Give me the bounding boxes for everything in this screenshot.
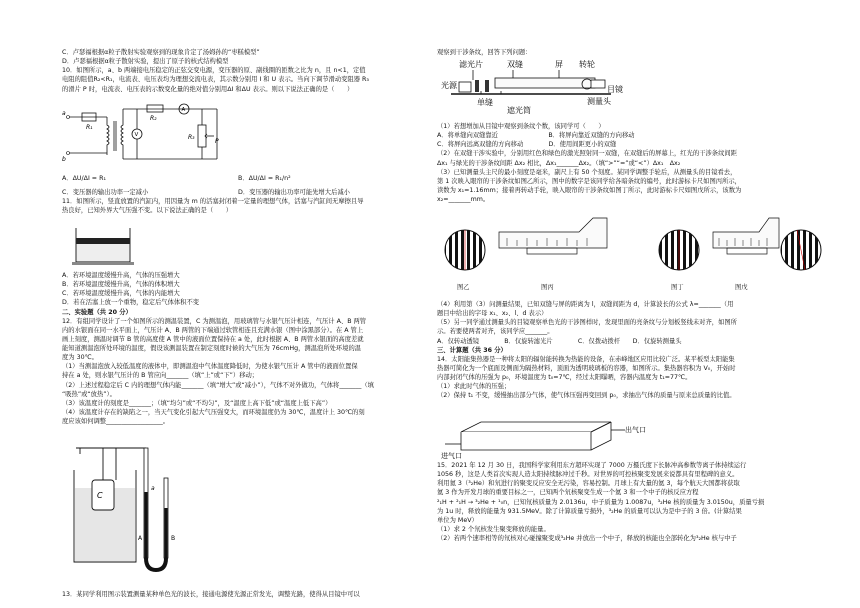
text-line: 画上刻度，测温时调节 B 管的高度使 A 管中的液面位置保持在 a 处，此时根据 A、B 两管水银面的高度差就 [62, 335, 364, 343]
text-line: 能知道测温泡所处环境的温度，假设该测温装置在制定刻度时候的大气压为 76cmHg，测温泡所处环境的温 [62, 345, 362, 352]
text-line: （2）若两个速率相等的氘核对心碰撞聚变成³₂He 并放出一个中子，释放的核能也全部转化为³₂He 核与中子 [437, 535, 737, 542]
fig-wu [713, 218, 779, 254]
text-line: 15．2021 年 12 月 30 日，我国科学家利用东方超环实现了 7000 万摄氏度下长脉冲高参数等离子体持续运行 [437, 462, 747, 469]
outlet-label: 出气口 [625, 426, 646, 434]
text-line: x₂=_______mm。 [437, 196, 490, 203]
text-line: （1）若想增加从目镜中观察到条纹个数，该同学可（ ） [437, 123, 605, 130]
q11-options [62, 271, 374, 426]
text-line: ²₁H + ²₁H → ³₂He + ¹₀n，已知氘核质量为 2.0136u，中子质量为 1.0087u，³₂He 核的质量为 3.0150u，质量亏损 [437, 498, 765, 506]
text-line: 持在 a 处，则水银气压计的 B 管应向_______（填“上”或“下”）移动； [62, 372, 259, 380]
text-line: D．卢瑟福根据α粒子散射实验，提出了原子的核式结构模型 [62, 58, 229, 66]
section-3-heading: 三、计算题（共 36 分） [437, 346, 507, 354]
q10-option-b[interactable]: B．ΔU/ΔI = R₁/n² [238, 175, 291, 182]
text-line: 内的水银面在同一水平面上，气压计 A、B 两管的下端通过软管相连且充满水银（图中涂黑部分）。在 A 管上 [62, 326, 364, 334]
gas-region [77, 244, 130, 262]
q10-option-d[interactable]: D．变压器的输出功率可能先增大后减小 [238, 189, 350, 196]
eyepiece-label: 目镜 [607, 85, 623, 94]
text-line: 热良好，已知外界大气压强不变。以下说法正确的是（ ） [62, 207, 233, 215]
bulb-c-label: C [97, 491, 103, 500]
text-line: 题目中给出的字母 x₁、x₂、l、d 表示） [437, 310, 548, 318]
q11-option-b[interactable]: B．若环境温度缓慢升高，气体的体积增大 [62, 281, 180, 289]
caption-yi: 图乙 [457, 284, 470, 291]
text-line: （1）当测温泡放入较低温度的液体中，即测温泡中气体温度降低时，为使水银气压计 A 管中的液面位置保 [62, 363, 358, 371]
q10-options [62, 170, 422, 215]
text-line: C．卢瑟福根据α粒子散射实验观察到的现象肯定了汤姆孙的“枣糕模型” [62, 49, 260, 56]
text-line: （1）求 2 个氘核发生聚变释放的能量。 [437, 525, 550, 533]
caption-bing: 图丙 [541, 284, 554, 291]
source-label: 光源 [441, 81, 457, 90]
text-line: 11．如图所示，竖直放置的汽缸内，用因量为 m 的活塞封闭着一定量的理想气体，活塞与汽缸间无摩擦且导 [62, 198, 364, 206]
text-line: “吸热”或“放热”）。 [62, 390, 116, 398]
solar-collector-figure [441, 418, 651, 462]
light-tube [495, 78, 595, 88]
inlet-label: 进气口 [441, 452, 462, 460]
fringe-and-vernier-figures [437, 192, 827, 276]
piston [77, 238, 130, 244]
screen-label: 屏 [555, 60, 563, 69]
bulb-c [92, 480, 114, 510]
r3-label: R₃ [188, 134, 195, 141]
tube-a-label: A [138, 535, 143, 542]
text-line: 第 1 次映入眼帘的干涉条纹如图乙所示，图中的数字是该同学给各暗条纹的编号，此时游标卡尺如图丙所示， [437, 177, 741, 185]
voltmeter-label: V [134, 132, 139, 138]
text-line: （1）求此时气体的压强； [437, 383, 511, 391]
section-2-heading: 二、实验题（共 20 分） [62, 308, 132, 316]
q13-more [437, 300, 737, 400]
double-slit-label: 双缝 [507, 60, 523, 69]
q11-option-a[interactable]: A．若环境温度缓慢升高，气体的压强增大 [62, 272, 180, 279]
text-line: 12．有组同学设计了一个如图所示的测温装置，C 为测温泡，用玻璃管与水银气压计相连，气压计 A、B 两管 [62, 317, 367, 325]
text-line: 度应该如何调整__________________。 [62, 418, 170, 425]
gas-cylinder-figure [72, 224, 134, 266]
text-line: 观察到干涉条纹，回答下列问题： [437, 49, 532, 56]
text-line: 电阻的阻值R₂<R₁，电流表、电压表均为理想交流电表，其示数分别用 I 和 U 表示。当向下调节滑动变阻器 R₃ [62, 76, 369, 84]
text-line: 的滑片 P 时，电流表、电压表的示数变化量的绝对值分别用ΔI 和ΔU 表示。则以下说法正确的是（ ） [62, 85, 354, 93]
q11-option-d[interactable]: D．若在活塞上放一个重物，稳定后气体体积不变 [62, 299, 200, 307]
caption-wu: 图戊 [735, 284, 748, 291]
text-line: 14．太阳能集热器是一种将太阳的辐射能转换为热能的设备，在赤峰地区应用比较广泛。某平板型太阳能集 [437, 355, 735, 363]
fig-ding [657, 228, 703, 272]
text-line: 单位为 MeV） [437, 516, 478, 524]
text-line: （4）利用第（3）问测量结果，已知双缝与屏的距离为 l，双缝间距为 d，计算波长的公式 λ=_______（用 [437, 301, 734, 308]
text-line: （3）该温度计的刻度是_______；（填“均匀”或“不均匀”，及“温度上高下低”或“温度上低下高”） [62, 399, 332, 407]
r2-label: R₂ [150, 115, 157, 122]
text-line: 10．如图所示，a、b 两端接电压稳定的正弦交变电源，变压器的原、副线圈的匝数之比为 n，且 n<1，定值 [62, 67, 366, 75]
q10-option-a[interactable]: A．ΔU/ΔI = R₁ [62, 175, 106, 182]
fig-bing [499, 218, 607, 254]
figure-captions [437, 283, 827, 292]
text-line: （5）另一同学通过测量头的目镜观察单色光的干涉图样时，发现里面的亮条纹与分划板竖线未对齐，如图所 [437, 319, 737, 327]
filter-label: 滤光片 [459, 60, 483, 69]
text-line: 氦 3 作为开发月球的重要目标之一，已知两个氘核聚变生成一个氦 3 和一个中子的核反应方程 [437, 489, 699, 497]
text-line: （2）上述过程稳定后 C 内的理想气体内能_______（填“增大”或“减小”），气体不对外做功，气体将_______（填 [62, 381, 374, 389]
terminal-a-label: a [62, 110, 66, 117]
text-line: 为 1u 时，释放的能量为 931.5MeV。除了计算质量亏损外，³₂He 的质量可以认为是中子的 3 倍。(计算结果 [437, 507, 742, 515]
fig-5 [779, 228, 825, 272]
q13-options-ab[interactable]: A．将单缝向双缝靠近 B．将屏向靠近双缝的方向移动 [437, 132, 635, 140]
terminal-b-label: b [62, 156, 66, 163]
q10-option-c[interactable]: C．变压器的输出功率一定减小 [62, 189, 149, 196]
transformer-circuit-diagram [62, 103, 227, 163]
r1-label: R₁ [86, 124, 93, 131]
text-line: 内部封闭气体的压强为 p₀，环境温度为 t₀=7℃，经过太阳曝晒，容器内温度为 t₁=77℃。 [437, 374, 692, 381]
text-line: （2）保持 t₁ 不变，缓慢抽出部分气体，使气体压强再变回到 p₀，求抽出气体的质量与原来总质量的比值。 [437, 392, 736, 400]
text-line: 读数为 x₁=1.16mm；接着再转动手轮，映入眼帘的干涉条纹如图丁所示，此时游标卡尺如图戊所示，该数为 [437, 186, 742, 194]
text-line: 1056 秒，这是人类首次实现人造太阳持续脉冲过千秒。对世界的可控核聚变发展来说都具有里程碑的意义。 [437, 471, 739, 479]
text-line: 示。若要使两者对齐，该同学应_______。 [437, 328, 554, 336]
q13-options-cd[interactable]: C．将屏向远离双缝的方向移动 D．使用间距更小的双缝 [437, 141, 617, 149]
wheel-label: 转轮 [579, 60, 595, 69]
text-line: Δx₁ 与绿光的干涉条纹间距 Δx₂ 相比，Δx₁_______Δx₂。（填“>”“=”或“<”）Δx₁ Δx₂ [437, 159, 681, 167]
caption-ding: 图丁 [671, 284, 684, 291]
text-line: （3）已知测量头主尺的最小刻度是毫米，副尺上有 50 个刻度。某同学调整手轮后，从测量头的目镜看去， [437, 168, 737, 176]
gas-thermometer-figure [72, 440, 182, 575]
text-line: 度为 30℃。 [62, 354, 98, 362]
q13-5-options[interactable]: A．仅转动透镜 B．仅旋转滤光片 C．仅拨动拨杆 D．仅旋转测量头 [437, 337, 682, 345]
double-slit-apparatus [441, 58, 641, 116]
resistor-r2 [147, 105, 163, 112]
text-line: （2）在双缝干涉实验中，分别用红色和绿色的激光照射同一双缝，在双缝后的屏幕上，红光的干涉条纹间距 [437, 150, 737, 158]
text-line: （4）该温度计存在的缺陷之一，当天气变化引起大气压强变大，而环境温度仍为 30℃，温度计上 30℃的刻 [62, 408, 365, 416]
tube-b-label: B [171, 535, 176, 542]
q15-text [437, 461, 764, 543]
single-slit-label: 单缝 [477, 98, 493, 107]
mark-a-label: a [151, 485, 155, 492]
ammeter-label: A [181, 107, 186, 113]
q9-options-tail [62, 48, 369, 94]
slider-p-label: P [215, 138, 219, 145]
tube-label: 遮光筒 [507, 106, 531, 115]
q11-option-c[interactable]: C．若环境温度缓慢升高，气体的内能增大 [62, 290, 180, 298]
measuring-head-label: 测量头 [587, 97, 611, 106]
fig-yi [443, 228, 489, 272]
text-line: 13．某同学利用图示装置测量某种单色光的波长，接通电源使光源正常发光，调整光路，使得从目镜中可以 [62, 591, 360, 598]
text-line: 利用氦 3（³₂He）和氘进行的聚变反应安全无污染，容易控制。月球上有大量的氦 3，每个航天大国都将获取 [437, 480, 740, 488]
text-line: 热器可简化为一个底面及侧面为隔热材料，顶面为透明玻璃板的容器，如图所示。集热器容积为 V₀，开始时 [437, 364, 736, 372]
